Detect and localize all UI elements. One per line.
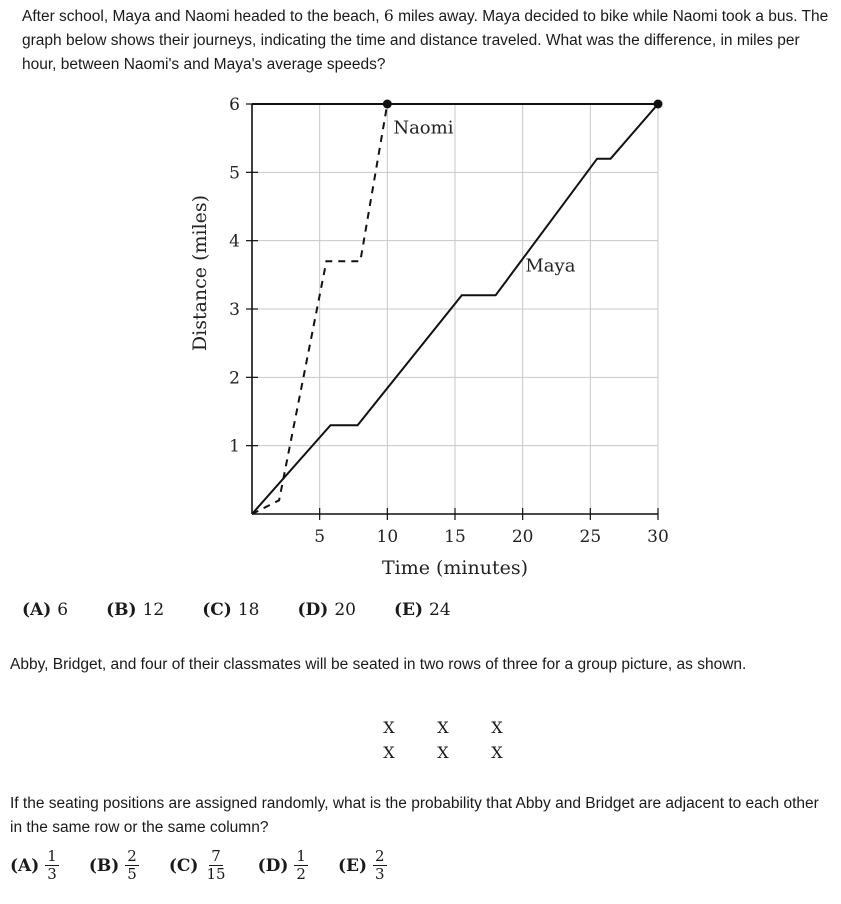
fraction-numerator: 7	[211, 847, 221, 865]
seat-1: X	[437, 718, 449, 737]
q2-choice-label: (B)	[88, 855, 120, 876]
naomi-label: Naomi	[393, 117, 454, 139]
q1-choice-0[interactable]	[22, 600, 68, 620]
seating-diagram	[362, 718, 524, 762]
q1-choice-label: (B)	[106, 600, 137, 620]
endpoint-maya	[654, 100, 663, 109]
question-1-text: After school, Maya and Naomi headed to the beach, 6 miles away. Maya decided to bike while Naomi took a bus. The graph below shows their journeys, indicating the time and distance traveled. What was the difference, in miles per hour, between Naomi's and Maya's average speeds?	[22, 7, 829, 73]
seat-0: X	[383, 718, 395, 737]
q1-choice-label: (E)	[393, 600, 424, 620]
q2-choice-0[interactable]	[10, 848, 59, 883]
fraction-denominator: 2	[296, 865, 306, 883]
q1-choice-value: 24	[429, 600, 451, 620]
seat-3: X	[383, 743, 395, 762]
q1-choice-3[interactable]	[297, 600, 355, 620]
x-tick-label: 5	[314, 527, 326, 547]
q2-choice-3[interactable]	[258, 848, 308, 883]
fraction	[125, 848, 139, 883]
q1-choice-4[interactable]	[394, 600, 451, 620]
fraction-numerator: 1	[296, 847, 306, 865]
maya-label: Maya	[525, 255, 576, 277]
q2-choice-4[interactable]	[338, 848, 387, 883]
y-tick-label: 5	[229, 163, 240, 184]
q2-choice-label: (E)	[337, 855, 367, 876]
distance-time-chart	[170, 88, 690, 588]
q1-choice-1[interactable]	[106, 600, 164, 620]
y-tick-label: 1	[229, 436, 240, 457]
fraction-denominator: 3	[47, 865, 57, 883]
q2-choice-2[interactable]	[169, 848, 228, 883]
q1-choice-label: (A)	[22, 600, 52, 620]
q2-choice-label: (A)	[10, 855, 40, 876]
y-tick-label: 6	[229, 95, 240, 115]
fraction	[373, 848, 387, 883]
q1-choice-value: 12	[142, 600, 165, 620]
q2-choice-label: (D)	[257, 855, 289, 876]
question-2-followup: If the seating positions are assigned randomly, what is the probability that Abby and Bridget are adjacent to each other in the same row or the same column?	[10, 795, 819, 836]
x-tick-label: 20	[511, 527, 534, 547]
fraction-denominator: 15	[206, 865, 226, 883]
x-tick-label: 25	[579, 527, 602, 547]
q2-choice-1[interactable]	[89, 848, 139, 883]
q1-choice-value: 18	[237, 600, 260, 620]
question-1-choices	[22, 600, 489, 620]
seat-4: X	[437, 743, 449, 762]
q1-choice-label: (D)	[297, 600, 329, 620]
fraction-denominator: 5	[127, 865, 137, 883]
fraction-numerator: 2	[375, 847, 385, 865]
endpoint-naomi	[383, 100, 392, 109]
y-tick-label: 3	[229, 300, 240, 320]
q1-choice-value: 6	[57, 600, 69, 620]
fraction	[204, 848, 227, 883]
y-tick-label: 4	[229, 231, 240, 252]
chart-series	[252, 100, 663, 515]
q2-choice-label: (C)	[168, 855, 199, 876]
distance-value: 6	[383, 7, 394, 25]
x-axis-label: Time (minutes)	[381, 557, 529, 579]
y-tick-label: 2	[229, 368, 240, 389]
question-2-choices	[10, 848, 417, 883]
q1-choice-2[interactable]	[202, 600, 259, 620]
q1-choice-label: (C)	[202, 600, 232, 620]
fraction-numerator: 1	[47, 847, 57, 865]
fraction-numerator: 2	[127, 847, 137, 865]
x-tick-label: 10	[376, 527, 399, 547]
chart-ticks	[246, 104, 658, 520]
fraction	[45, 848, 59, 883]
chart-grid	[252, 104, 658, 514]
question-2-text: Abby, Bridget, and four of their classmates will be seated in two rows of three for a group picture, as shown.	[10, 656, 747, 673]
q1-choice-value: 20	[334, 600, 356, 620]
seat-5: X	[491, 743, 503, 762]
x-tick-label: 15	[444, 527, 466, 547]
fraction	[294, 848, 308, 883]
seat-2: X	[491, 718, 503, 737]
x-tick-label: 30	[647, 527, 669, 547]
y-axis-label: Distance (miles)	[189, 194, 211, 352]
fraction-denominator: 3	[375, 865, 385, 883]
